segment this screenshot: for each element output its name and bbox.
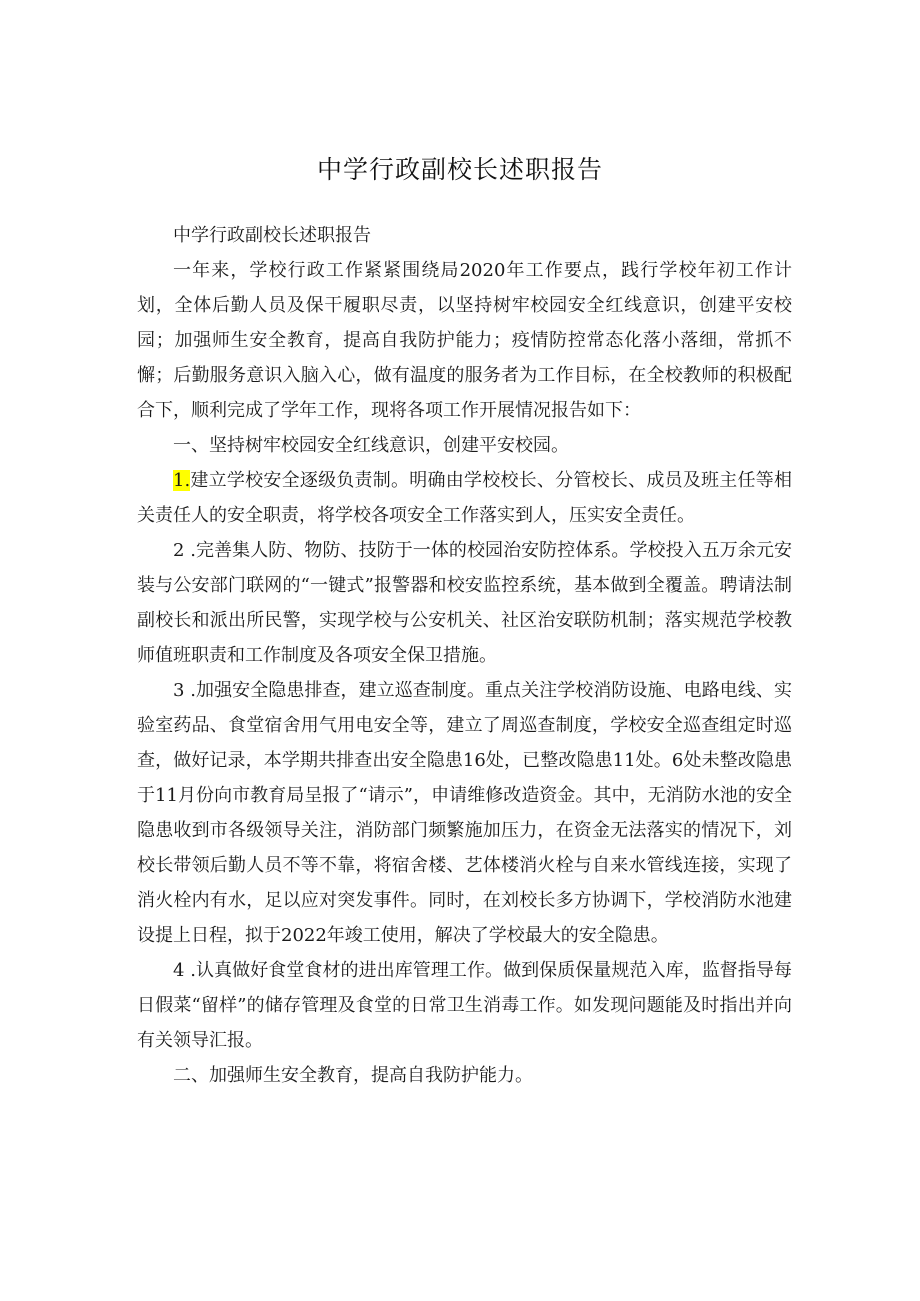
item-2-paragraph <box>137 533 792 673</box>
document-body <box>137 218 792 1093</box>
subtitle-line <box>137 218 792 253</box>
paragraph-text: 3 .加强安全隐患排查，建立巡查制度。重点关注学校消防设施、电路电线、实验室药品、食堂宿舍用气用电安全等，建立了周巡查制度，学校安全巡查组定时巡查，做好记录，本学期共排查出安全隐患16处，已整改隐患11处。6处未整改隐患于11月份向市教育局呈报了“请示”，申请维修改造资金。其中，无消防水池的安全隐患收到市各级领导关注，消防部门频繁施加压力，在资金无法落实的情况下，刘校长带领后勤人员不等不靠，将宿舍楼、艺体楼消火栓与自来水管线连接，实现了消火栓内有水，足以应对突发事件。同时，在刘校长多方协调下，学校消防水池建设提上日程，拟于2022年竣工使用，解决了学校最大的安全隐患。 <box>137 680 792 946</box>
paragraph-text: 中学行政副校长述职报告 <box>173 225 371 246</box>
item-3-paragraph <box>137 673 792 953</box>
intro-paragraph <box>137 253 792 428</box>
section-heading-1 <box>137 428 792 463</box>
item-1-paragraph <box>137 463 792 533</box>
item-4-paragraph <box>137 953 792 1058</box>
highlighted-item-number: 1. <box>173 470 191 491</box>
paragraph-text: 4 .认真做好食堂食材的进出库管理工作。做到保质保量规范入库，监督指导每日假菜“留样”的储存管理及食堂的日常卫生消毒工作。如发现问题能及时指出并向有关领导汇报。 <box>137 960 792 1051</box>
paragraph-text: 一年来，学校行政工作紧紧围绕局2020年工作要点，践行学校年初工作计划，全体后勤人员及保干履职尽责，以坚持树牢校园安全红线意识，创建平安校园；加强师生安全教育，提高自我防护能力；疫情防控常态化落小落细，常抓不懈；后勤服务意识入脑入心，做有温度的服务者为工作目标，在全校教师的积极配合下，顺利完成了学年工作，现将各项工作开展情况报告如下： <box>137 260 792 421</box>
section-heading-2 <box>137 1058 792 1093</box>
paragraph-text: 一、坚持树牢校园安全红线意识，创建平安校园。 <box>173 435 569 456</box>
paragraph-text: 2 .完善集人防、物防、技防于一体的校园治安防控体系。学校投入五万余元安装与公安部门联网的“一键式”报警器和校安监控系统，基本做到全覆盖。聘请法制副校长和派出所民警，实现学校与公安机关、社区治安联防机制；落实规范学校教师值班职责和工作制度及各项安全保卫措施。 <box>137 540 792 666</box>
document-title: 中学行政副校长述职报告 <box>316 155 603 184</box>
paragraph-text: 二、加强师生安全教育，提高自我防护能力。 <box>173 1065 533 1086</box>
paragraph-text: 建立学校安全逐级负责制。明确由学校校长、分管校长、成员及班主任等相关责任人的安全职责，将学校各项安全工作落实到人，压实安全责任。 <box>137 470 792 526</box>
